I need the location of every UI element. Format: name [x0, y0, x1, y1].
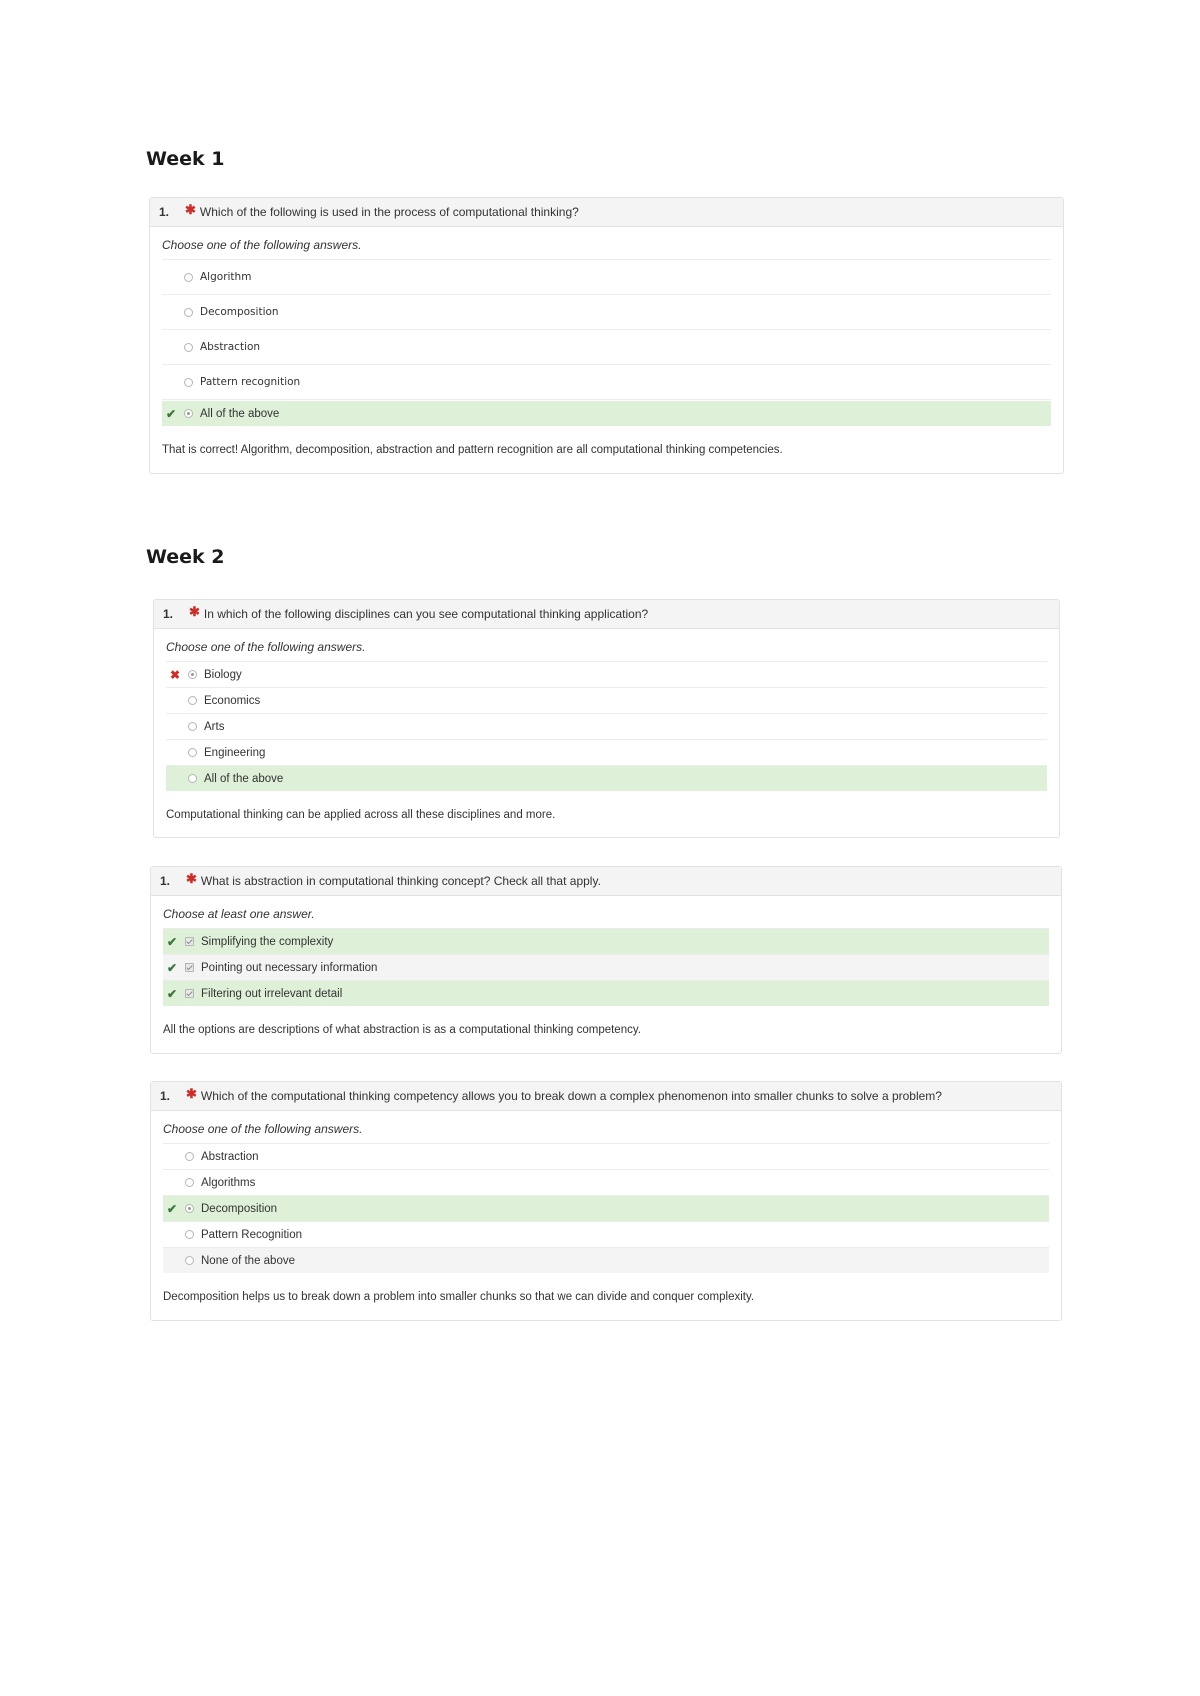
option-arts[interactable]	[166, 714, 1047, 740]
week-1-heading: Week 1	[146, 148, 225, 170]
option-filtering-out-irrelevant-detail[interactable]	[163, 981, 1049, 1006]
question-number: 1.	[163, 607, 174, 621]
asterisk-icon: ✱	[186, 871, 197, 886]
option-label: Economics	[204, 694, 261, 707]
answer-instruction: Choose one of the following answers.	[163, 1111, 1049, 1144]
option-label: None of the above	[201, 1254, 295, 1267]
radio-button[interactable]	[188, 670, 197, 679]
answer-instruction: Choose one of the following answers.	[162, 227, 1051, 260]
question-body	[151, 896, 1061, 1036]
radio-button[interactable]	[184, 409, 193, 418]
answer-feedback: Decomposition helps us to break down a problem into smaller chunks so that we can divide and conquer complexity.	[163, 1291, 755, 1303]
option-label: Engineering	[204, 746, 266, 759]
option-label: Filtering out irrelevant detail	[201, 987, 343, 1000]
option-label: Algorithm	[200, 271, 252, 283]
option-label: Biology	[204, 668, 242, 681]
asterisk-icon: ✱	[186, 1086, 197, 1101]
checkbox[interactable]	[185, 937, 194, 946]
question-number: 1.	[160, 874, 171, 888]
checkbox[interactable]	[185, 963, 194, 972]
check-mark-icon: ✔	[167, 960, 178, 975]
question-text: What is abstraction in computational thinking concept? Check all that apply.	[200, 874, 601, 888]
option-engineering[interactable]	[166, 740, 1047, 766]
option-label: Pattern Recognition	[201, 1228, 303, 1241]
radio-button[interactable]	[188, 722, 197, 731]
check-mark-icon: ✔	[166, 406, 177, 421]
question-card-week2-q3	[150, 1081, 1062, 1321]
radio-button[interactable]	[184, 343, 193, 352]
option-label: All of the above	[200, 407, 280, 420]
option-all-of-the-above[interactable]	[162, 401, 1051, 426]
week-2-heading: Week 2	[146, 546, 225, 568]
asterisk-icon: ✱	[189, 604, 200, 619]
option-abstraction[interactable]	[163, 1144, 1049, 1170]
question-body	[150, 227, 1063, 456]
option-economics[interactable]	[166, 688, 1047, 714]
radio-button[interactable]	[184, 308, 193, 317]
option-label: Decomposition	[200, 306, 279, 318]
question-card-week1-q1	[149, 197, 1064, 474]
radio-button[interactable]	[185, 1178, 194, 1187]
option-label: Abstraction	[201, 1150, 259, 1163]
asterisk-icon: ✱	[185, 202, 196, 217]
option-biology[interactable]	[166, 662, 1047, 688]
option-pattern-recognition[interactable]	[162, 365, 1051, 400]
radio-button[interactable]	[188, 748, 197, 757]
question-text: In which of the following disciplines can you see computational thinking application?	[203, 607, 649, 621]
option-label: Pattern recognition	[200, 376, 301, 388]
question-header	[151, 867, 1061, 896]
radio-button[interactable]	[185, 1204, 194, 1213]
answer-instruction: Choose one of the following answers.	[166, 629, 1047, 662]
check-mark-icon: ✔	[167, 934, 178, 949]
question-number: 1.	[159, 205, 170, 219]
option-pattern-recognition[interactable]	[163, 1222, 1049, 1248]
radio-button[interactable]	[185, 1152, 194, 1161]
check-mark-icon: ✔	[167, 1201, 178, 1216]
option-abstraction[interactable]	[162, 330, 1051, 365]
checkbox[interactable]	[185, 989, 194, 998]
question-body	[154, 629, 1059, 821]
radio-button[interactable]	[184, 273, 193, 282]
radio-button[interactable]	[184, 378, 193, 387]
check-mark-icon: ✔	[167, 986, 178, 1001]
question-card-week2-q1	[153, 599, 1060, 838]
option-label: Decomposition	[201, 1202, 278, 1215]
option-all-of-the-above[interactable]	[166, 766, 1047, 791]
option-label: Arts	[204, 720, 225, 733]
question-body	[151, 1111, 1061, 1303]
option-pointing-out-necessary-information[interactable]	[163, 955, 1049, 981]
radio-button[interactable]	[188, 774, 197, 783]
question-card-week2-q2	[150, 866, 1062, 1054]
option-simplifying-the-complexity[interactable]	[163, 929, 1049, 955]
answer-feedback: Computational thinking can be applied across all these disciplines and more.	[166, 809, 556, 821]
question-header	[150, 198, 1063, 227]
option-label: Pointing out necessary information	[201, 961, 378, 974]
answer-feedback: All the options are descriptions of what abstraction is as a computational thinking competency.	[163, 1024, 641, 1036]
cross-mark-icon: ✖	[170, 667, 181, 682]
option-decomposition[interactable]	[162, 295, 1051, 330]
radio-button[interactable]	[185, 1256, 194, 1265]
question-header	[151, 1082, 1061, 1111]
option-label: Simplifying the complexity	[201, 935, 334, 948]
option-decomposition[interactable]	[163, 1196, 1049, 1222]
option-label: All of the above	[204, 772, 284, 785]
question-text: Which of the computational thinking competency allows you to break down a complex phenomenon into smaller chunks to solve a problem?	[200, 1089, 942, 1103]
option-label: Abstraction	[200, 341, 261, 353]
option-algorithms[interactable]	[163, 1170, 1049, 1196]
option-label: Algorithms	[201, 1176, 256, 1189]
radio-button[interactable]	[185, 1230, 194, 1239]
question-header	[154, 600, 1059, 629]
option-none-of-the-above[interactable]	[163, 1248, 1049, 1273]
option-algorithm[interactable]	[162, 260, 1051, 295]
radio-button[interactable]	[188, 696, 197, 705]
question-text: Which of the following is used in the process of computational thinking?	[199, 205, 579, 219]
question-number: 1.	[160, 1089, 171, 1103]
answer-feedback: That is correct! Algorithm, decomposition, abstraction and pattern recognition are all computational thinking competencies.	[162, 444, 783, 456]
answer-instruction: Choose at least one answer.	[163, 896, 1049, 929]
